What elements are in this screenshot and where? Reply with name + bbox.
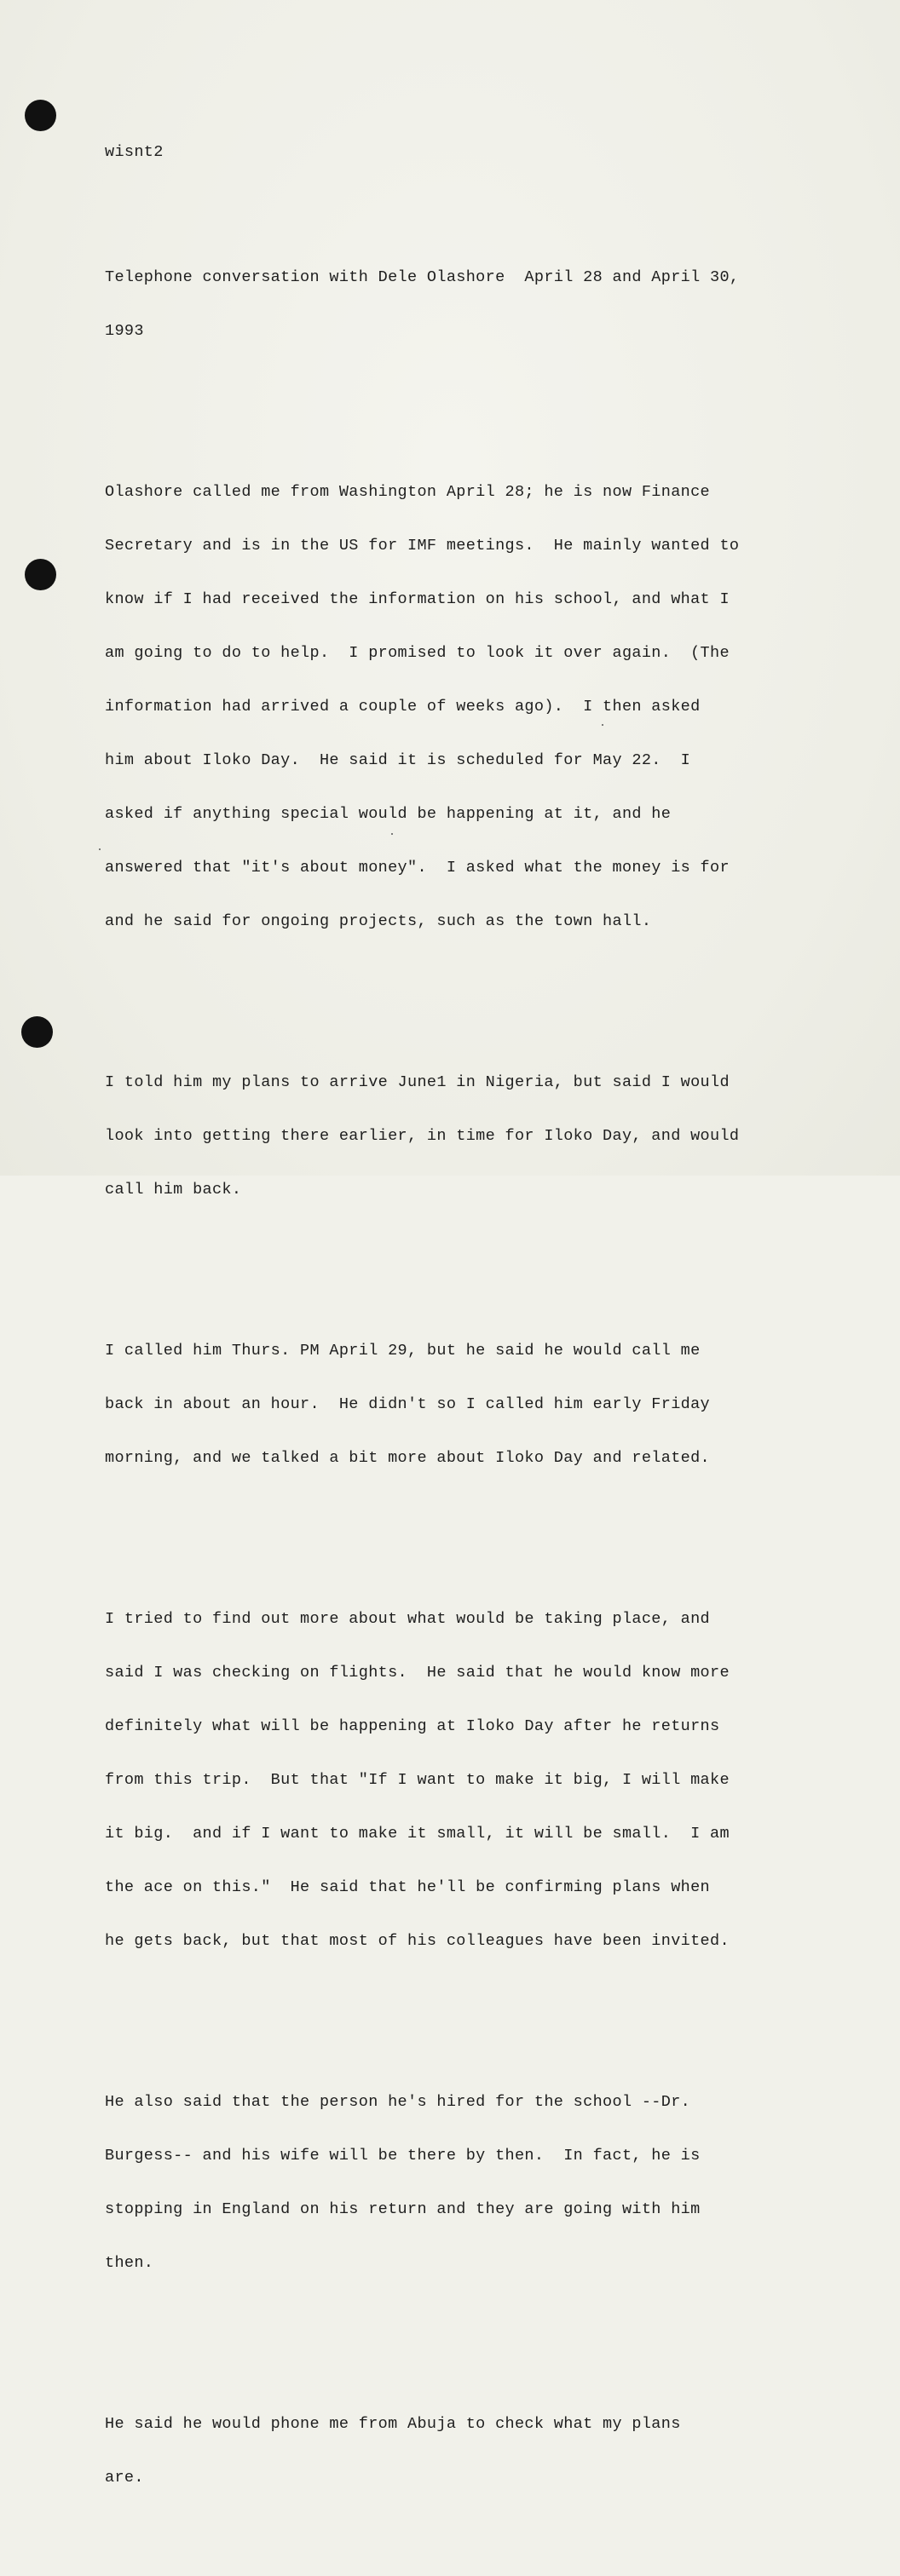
paragraph-line: from this trip. But that "If I want to make it big, I will make xyxy=(105,1771,730,1789)
paragraph-line: it big. and if I want to make it small, it will be small. I am xyxy=(105,1825,730,1843)
punch-hole-bottom xyxy=(21,1016,53,1048)
paragraph-line: He said he would phone me from Abuja to check what my plans xyxy=(105,2415,681,2433)
paragraph-line: back in about an hour. He didn't so I called him early Friday xyxy=(105,1395,711,1413)
paragraph-line: are. xyxy=(105,2469,144,2487)
paragraph-travel-plans xyxy=(105,1038,804,1234)
paragraph-line: asked if anything special would be happening at it, and he xyxy=(105,805,672,823)
paragraph-line: morning, and we talked a bit more about Iloko Day and related. xyxy=(105,1449,711,1467)
paragraph-line: answered that "it's about money". I asked what the money is for xyxy=(105,859,730,877)
paragraph-line: he gets back, but that most of his colleagues have been invited. xyxy=(105,1932,730,1950)
paragraph-line: said I was checking on flights. He said that he would know more xyxy=(105,1664,730,1682)
paragraph-line: stopping in England on his return and they are going with him xyxy=(105,2200,701,2218)
paragraph-line: the ace on this." He said that he'll be confirming plans when xyxy=(105,1878,711,1896)
paragraph-line: Olashore called me from Washington April 28; he is now Finance xyxy=(105,483,711,501)
memo-heading xyxy=(105,233,804,376)
heading-line: 1993 xyxy=(105,322,144,340)
paragraph-line: Burgess-- and his wife will be there by then. In fact, he is xyxy=(105,2147,701,2165)
paragraph-line: information had arrived a couple of weeks ago). I then asked xyxy=(105,698,701,716)
paragraph-line: He also said that the person he's hired for the school --Dr. xyxy=(105,2093,691,2111)
paragraph-line: call him back. xyxy=(105,1181,242,1199)
paragraph-school-hire xyxy=(105,2057,804,2308)
paragraph-line: I tried to find out more about what would be taking place, and xyxy=(105,1610,711,1628)
paragraph-line: and he said for ongoing projects, such as the town hall. xyxy=(105,912,652,930)
paragraph-line: know if I had received the information on his school, and what I xyxy=(105,590,730,608)
heading-line: Telephone conversation with Dele Olashore April 28 and April 30, xyxy=(105,268,740,286)
paragraph-line: then. xyxy=(105,2254,154,2272)
paragraph-call-april-28 xyxy=(105,447,804,966)
paragraph-line: I told him my plans to arrive June1 in Nigeria, but said I would xyxy=(105,1073,730,1091)
paragraph-iloko-day xyxy=(105,1574,804,1986)
file-id: wisnt2 xyxy=(105,143,164,161)
punch-hole-top xyxy=(25,100,56,131)
paragraph-line: definitely what will be happening at Iloko Day after he returns xyxy=(105,1717,720,1735)
paragraph-line: am going to do to help. I promised to look it over again. (The xyxy=(105,644,730,662)
punch-hole-middle xyxy=(25,559,56,590)
paragraph-call-april-29 xyxy=(105,1306,804,1503)
paragraph-line: I called him Thurs. PM April 29, but he said he would call me xyxy=(105,1342,701,1360)
paper-speck xyxy=(99,848,101,850)
paragraph-line: him about Iloko Day. He said it is scheduled for May 22. I xyxy=(105,751,691,769)
paragraph-phone-abuja xyxy=(105,2379,804,2522)
typed-memo xyxy=(105,107,804,2576)
paragraph-line: look into getting there earlier, in time for Iloko Day, and would xyxy=(105,1127,740,1145)
paragraph-line: Secretary and is in the US for IMF meetings. He mainly wanted to xyxy=(105,537,740,555)
